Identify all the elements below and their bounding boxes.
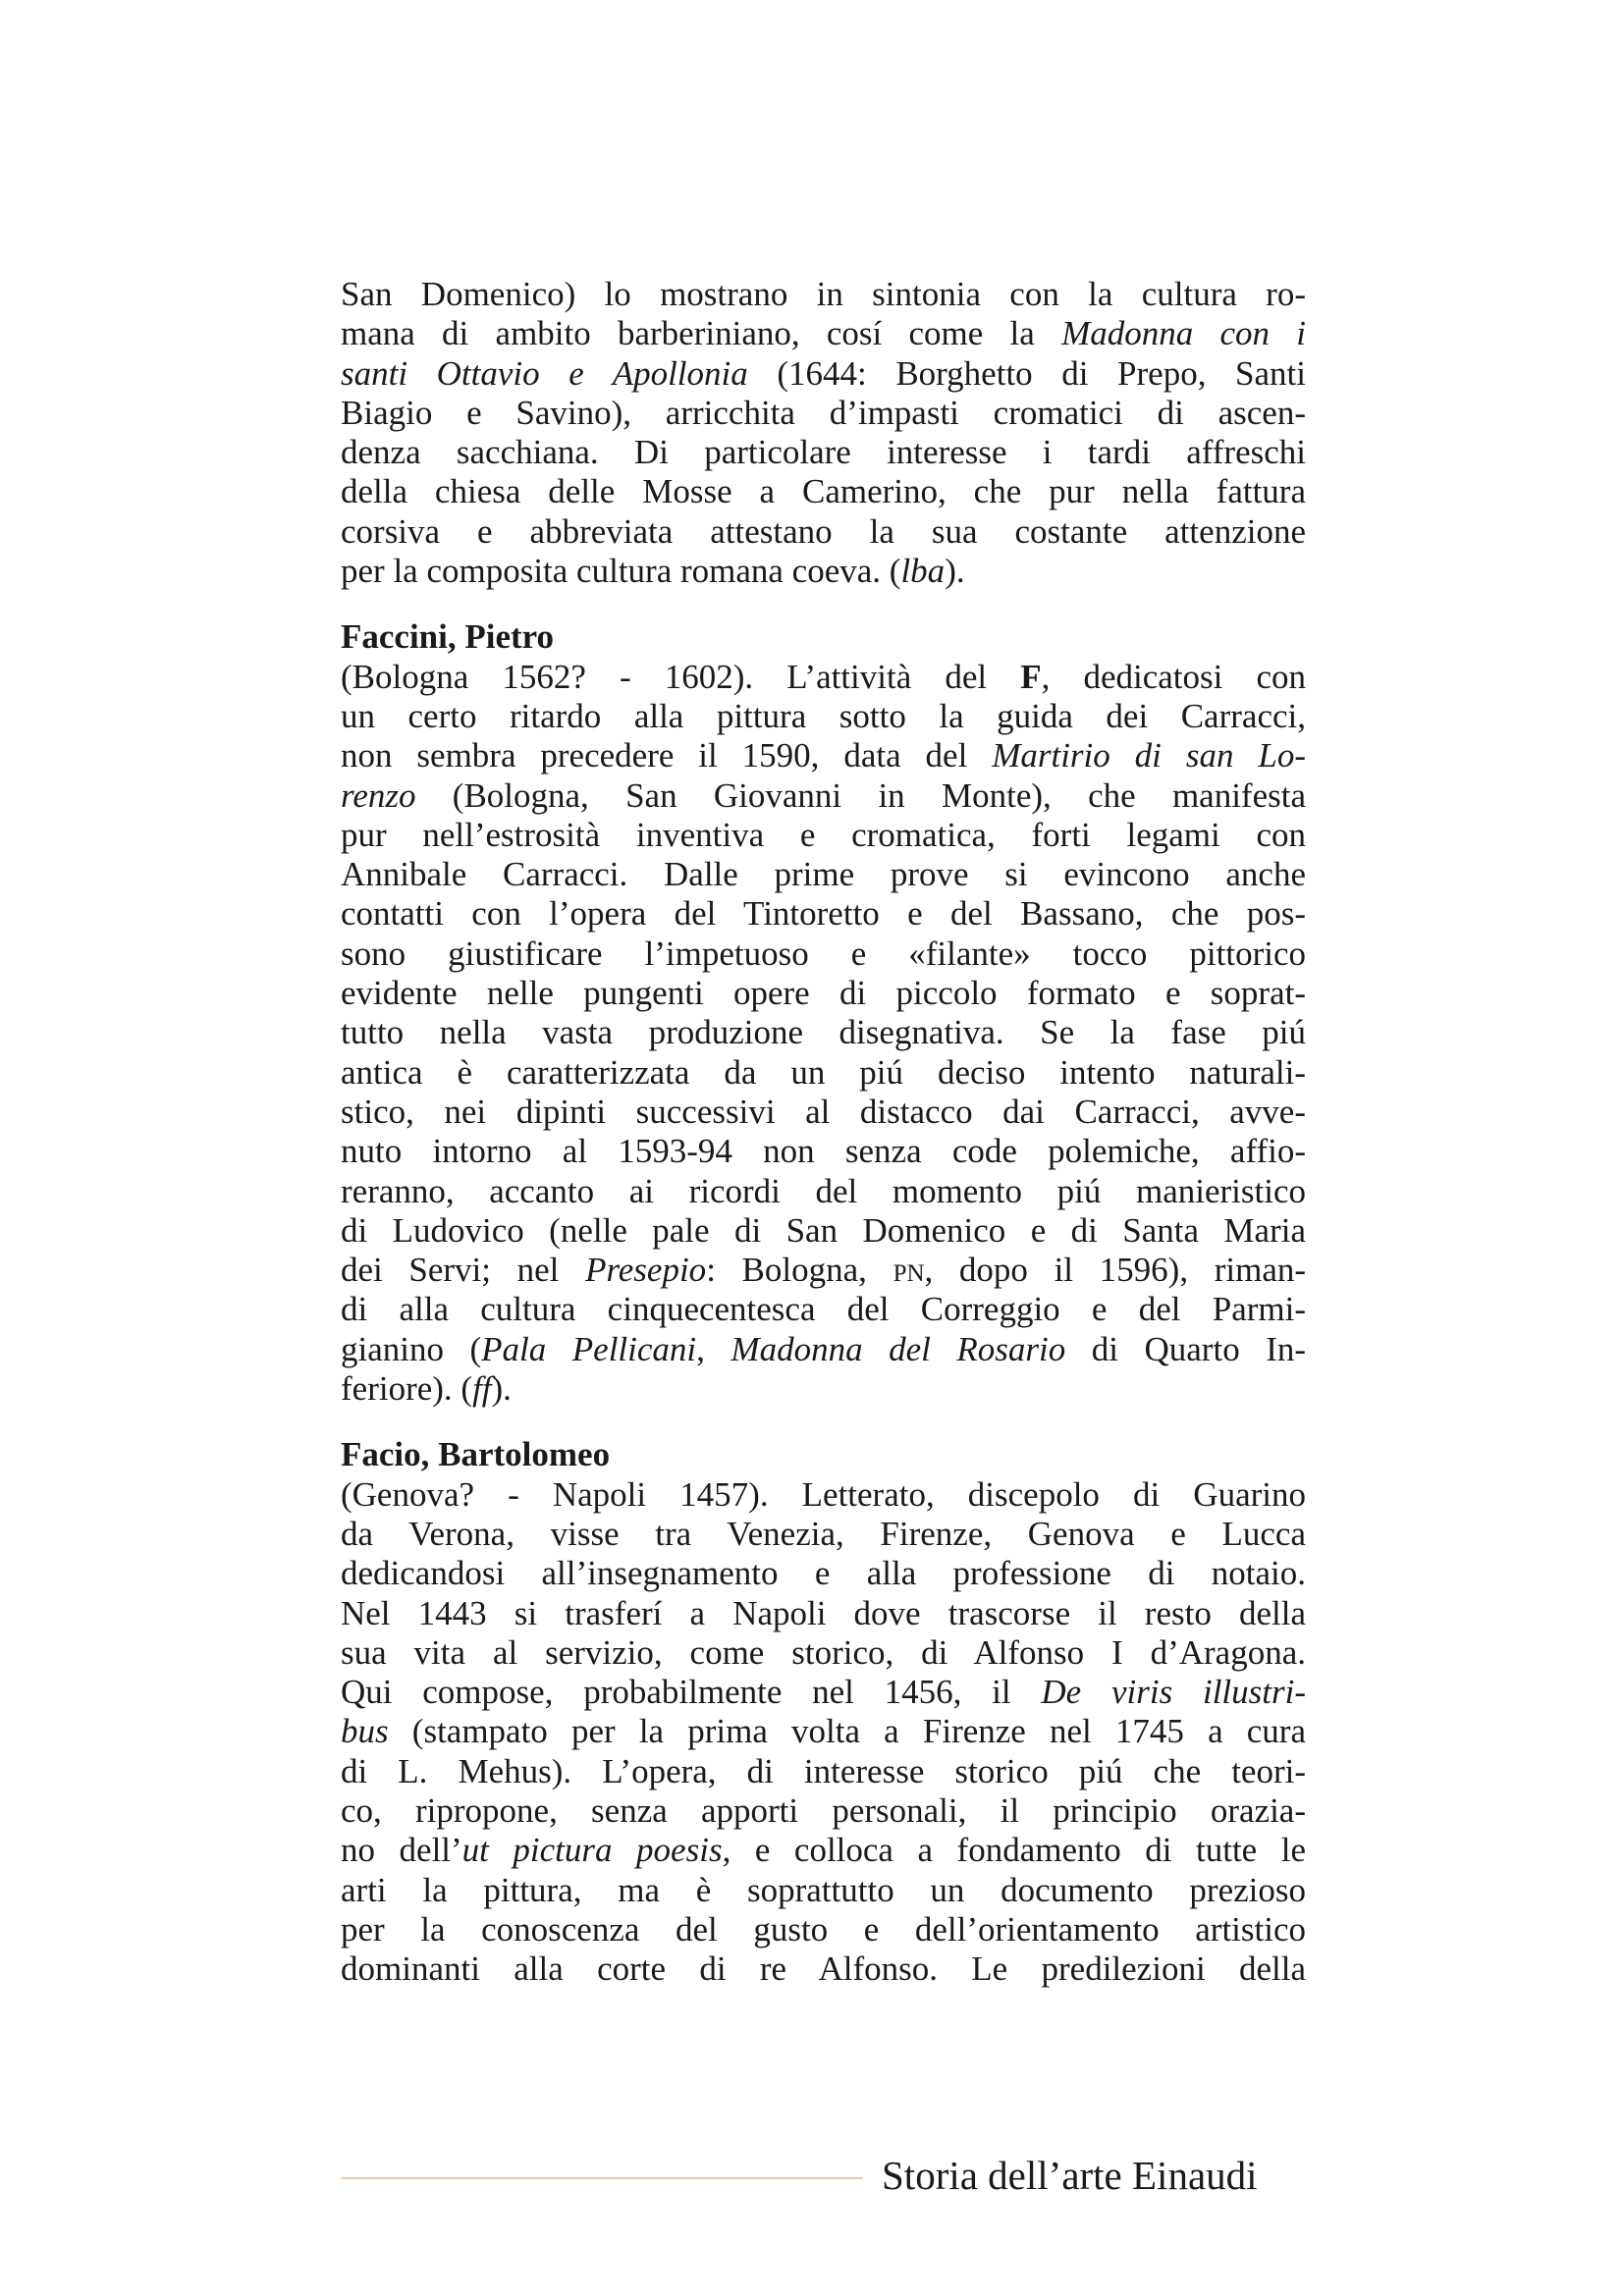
text-line: San Domenico) lo mostrano in sintonia con la cultura ro- <box>341 275 1306 313</box>
small-caps-abbrev: pn <box>893 1251 925 1290</box>
text-line: (Bologna 1562? - 1602). L’attività del F, dedicatosi con <box>341 657 1307 696</box>
text-line: (Genova? - Napoli 1457). Letterato, discepolo di Guarino <box>341 1474 1306 1514</box>
text-line: non sembra precedere il 1590, data del Martirio di san Lo- <box>341 736 1306 775</box>
text-line: Qui compose, probabilmente nel 1456, il De viris illustri- <box>341 1673 1306 1712</box>
italic-title: santi Ottavio e Apollonia <box>341 353 748 393</box>
text-line: di L. Mehus). L’opera, di interesse storico piú che teori- <box>341 1751 1306 1790</box>
text-line: sua vita al servizio, come storico, di Alfonso I d’Aragona. <box>341 1632 1306 1672</box>
dictionary-entry <box>341 1435 1306 1989</box>
dictionary-entry <box>341 617 1306 1409</box>
text-line: nuto intorno al 1593-94 non senza code polemiche, affio- <box>341 1132 1306 1171</box>
text-line: bus (stampato per la prima volta a Firenze nel 1745 a cura <box>341 1712 1306 1751</box>
italic-title: Martirio di san Lo- <box>992 736 1306 775</box>
text-line: no dell’ut pictura poesis, e colloca a fondamento di tutte le <box>341 1831 1307 1870</box>
entry-heading: Faccini, Pietro <box>341 617 555 657</box>
text-line: mana di ambito barberiniano, cosí come la Madonna con i <box>341 314 1306 353</box>
text-line: di alla cultura cinquecentesca del Correggio e del Parmi- <box>341 1290 1306 1329</box>
bold-abbrev: F <box>1020 657 1042 696</box>
italic-title: Presepio <box>585 1251 707 1290</box>
text-line: denza sacchiana. Di particolare interesse i tardi affreschi <box>341 433 1306 472</box>
text-line: renzo (Bologna, San Giovanni in Monte), che manifesta <box>341 775 1306 815</box>
dictionary-entry <box>341 275 1306 591</box>
text-line: dedicandosi all’insegnamento e alla professione di notaio. <box>341 1554 1306 1593</box>
text-line: contatti con l’opera del Tintoretto e del Bassano, che pos- <box>341 894 1306 934</box>
text-line: corsiva e abbreviata attestano la sua costante attenzione <box>341 511 1306 551</box>
text-line: per la composita cultura romana coeva. (lba). <box>341 552 965 591</box>
text-line: Annibale Carracci. Dalle prime prove si evincono anche <box>341 855 1306 894</box>
italic-title: Madonna del Rosario <box>730 1329 1066 1368</box>
text-line: da Verona, visse tra Venezia, Firenze, Genova e Lucca <box>341 1514 1306 1553</box>
text-line: santi Ottavio e Apollonia (1644: Borghetto di Prepo, Santi <box>341 353 1306 393</box>
text-line: stico, nei dipinti successivi al distacco dai Carracci, avve- <box>341 1092 1306 1131</box>
text-line: Biagio e Savino), arricchita d’impasti cromatici di ascen- <box>341 393 1306 432</box>
italic-title: renzo <box>341 775 416 815</box>
italic-title: bus <box>341 1712 389 1751</box>
entry-body <box>341 1475 1306 1990</box>
italic-title: Pala Pellicani <box>481 1329 697 1368</box>
italic-title: ut pictura poesis <box>461 1831 723 1870</box>
text-line: co, ripropone, senza apporti personali, il principio orazia- <box>341 1790 1306 1830</box>
text-line: evidente nelle pungenti opere di piccolo formato e soprat- <box>341 974 1306 1013</box>
text-line: di Ludovico (nelle pale di San Domenico e di Santa Maria <box>341 1210 1306 1250</box>
text-line: per la conoscenza del gusto e dell’orientamento artistico <box>341 1909 1306 1949</box>
footer-title: Storia dell’arte Einaudi <box>882 2153 1258 2198</box>
text-line: dominanti alla corte di re Alfonso. Le predilezioni della <box>341 1949 1306 1989</box>
italic-title: ff <box>472 1369 492 1409</box>
text-line: pur nell’estrosità inventiva e cromatica, forti legami con <box>341 815 1306 854</box>
text-line: Nel 1443 si trasferí a Napoli dove trascorse il resto della <box>341 1593 1306 1632</box>
entry-body <box>341 658 1306 1410</box>
italic-title: De viris illustri- <box>1041 1673 1306 1712</box>
entry-body <box>341 275 1306 591</box>
text-line: sono giustificare l’impetuoso e «filante» tocco pittorico <box>341 934 1306 973</box>
text-line: un certo ritardo alla pittura sotto la guida dei Carracci, <box>341 696 1306 735</box>
text-line: tutto nella vasta produzione disegnativa. Se la fase piú <box>341 1013 1306 1052</box>
text-line: reranno, accanto ai ricordi del momento piú manieristico <box>341 1171 1306 1210</box>
italic-title: Madonna con i <box>1061 314 1306 353</box>
text-line: gianino (Pala Pellicani, Madonna del Rosario di Quarto In- <box>341 1329 1307 1368</box>
text-line: feriore). (ff). <box>341 1369 512 1409</box>
text-line: della chiesa delle Mosse a Camerino, che pur nella fattura <box>341 472 1306 511</box>
text-line: antica è caratterizzata da un piú deciso intento naturali- <box>341 1052 1306 1092</box>
entry-heading: Facio, Bartolomeo <box>341 1435 611 1474</box>
text-line: arti la pittura, ma è soprattutto un documento prezioso <box>341 1870 1306 1909</box>
italic-title: lba <box>900 552 946 591</box>
footer-rule <box>341 2177 863 2179</box>
page-text <box>341 275 1306 1989</box>
text-line: dei Servi; nel Presepio: Bologna, pn, dopo il 1596), riman- <box>341 1251 1307 1290</box>
